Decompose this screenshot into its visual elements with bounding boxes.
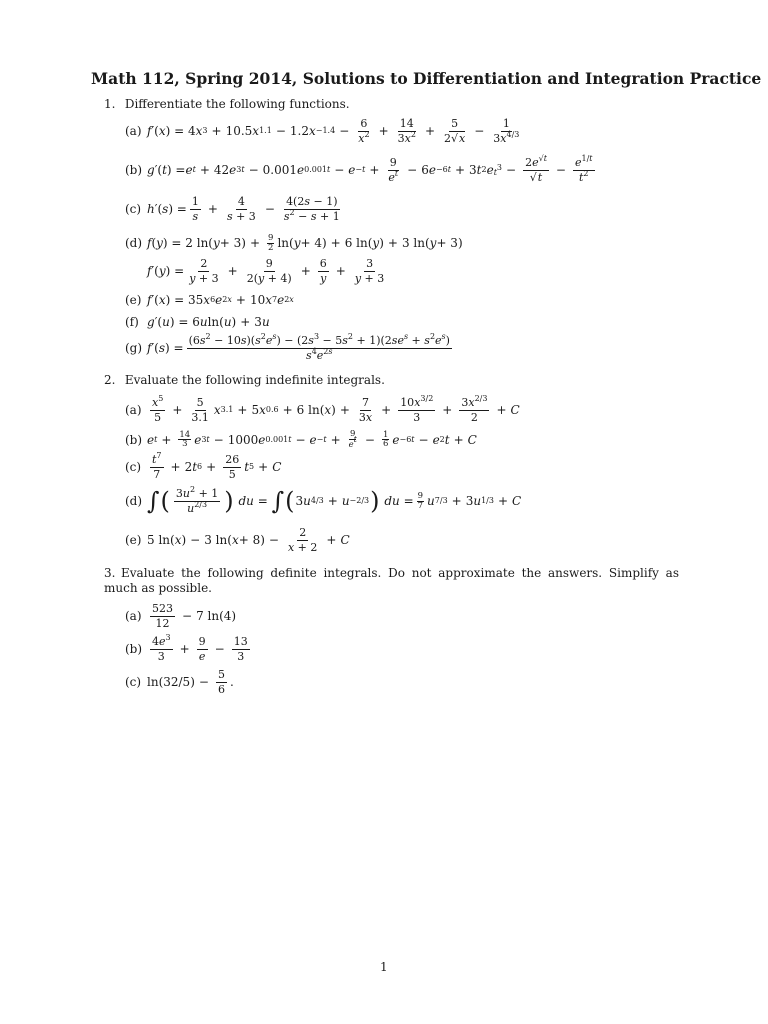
answer-1c [125,196,345,222]
answer-3a [125,603,236,629]
label-1b: (b) [125,163,143,178]
formula-2e: 5 ln( x ) − 3 ln( x + 8) − $\frac{2}{x + 2}$ + C [147,526,350,554]
answer-2e [125,527,350,553]
label-2b: (b) [125,432,143,447]
label-1g: (g) [125,341,143,356]
label-2c: (c) [125,460,142,475]
question-3-text: Evaluate the following definite integrals. Do not approximate the answers. Simplify as much as possible. [104,566,679,595]
answer-1d [125,234,463,253]
answer-2c [125,451,282,481]
label-2a: (a) [125,403,142,418]
label-1a: (a) [125,124,142,139]
answer-3c [125,669,234,695]
question-2-text: Evaluate the following indefinite integrals. [124,373,385,387]
label-2d: (d) [125,494,143,509]
formula-3c: ln(32/5) − $\frac{5}{6}$ . [147,668,234,696]
formula-2d: ∫ ( $\frac{3u^2 + 1}{u^{2/3}}$ ) du = ∫ ( 3 u 4/3 + u −2/3 ) du = $\frac{9}{7}$ u 7/3 + 3 u 1/3 + C [147,485,522,516]
label-1c: (c) [125,202,142,217]
formula-1c: h ′( s ) = $\frac{1}{s}$ + $\frac{4}{s + 3}$ − $\frac{4(2s - 1)}{s^2 - s + 1}$ [147,195,340,223]
formula-1b: g ′( t ) = e t + 42 e 3t − 0.001 e 0.001t − e −t + $\frac{9}{e^t}$ − 6 e −6t + 3 t 2 e $t^3$ − $\frac{2e^{√t}}{√t}$ − $\frac{e^{1/t}}{t^2}$ [147,154,593,184]
formula-1d-line1: f ( y ) = 2 ln( y + 3) + $\frac{9}{2}$ ln( y + 4) + 6 ln( y ) + 3 ln( y + 3) [147,233,463,253]
label-1e: (e) [125,293,142,307]
answer-3b [125,633,253,663]
question-1 [104,97,350,111]
answer-2b [125,430,477,450]
formula-3b: $\frac{4e^3}{3}$ + $\frac{9}{e}$ − $\frac{13}{3}$ [152,633,248,663]
question-1-text: Differentiate the following functions. [124,97,350,111]
answer-2a [125,394,520,424]
formula-1d-line2: f ′( y ) = $\frac{2}{y + 3}$ + $\frac{9}{2(y + 4)}$ + $\frac{6}{y}$ + $\frac{3}{y + 3}$ [147,257,385,285]
label-1d: (d) [125,236,143,251]
answer-1a [125,118,524,144]
page-title: Math 112, Spring 2014, Solutions to Differentiation and Integration Practice [91,69,762,88]
formula-1f: g ′( u ) = 6 u ln( u ) + 3 u [147,315,270,329]
label-1f: (f) [125,315,139,329]
label-3a: (a) [125,609,142,624]
formula-3a: $\frac{523}{12}$ − 7 ln(4) [152,602,237,630]
formula-1e: f ′( x ) = 35 x 6 e 2x + 10 x 7 e 2x [147,293,294,307]
formula-2c: $\frac{t^7}{7}$ + 2 t 6 + $\frac{26}{5}$ t 5 + C [152,451,282,481]
formula-2b: e t + $\frac{14}{3}$ e 3t − 1000 e 0.001t − e −t + $\frac{9}{e^t}$ − $\frac{1}{6}$ e −6t − e 2 t + C [147,429,477,450]
label-3c: (c) [125,675,142,690]
answer-2d [125,485,522,516]
answer-1d-derivative [147,258,389,284]
formula-1g: f ′( s ) = $\frac{(6s^2 - 10s)(s^2e^s) - (2s^3 - 5s^2 + 1)(2se^s + s^2e^s)}{s^4e^{2s}}$ [147,332,450,362]
answer-1g [125,332,455,362]
question-1-number: 1. [104,97,116,111]
question-2 [104,373,385,387]
page-number: 1 [380,960,388,974]
answer-1f [125,315,270,329]
question-3-number: 3. [104,566,116,580]
formula-1a: f ′( x ) = 4 x 3 + 10.5 x 1.1 − 1.2 x −1.4 − $\frac{6}{x^2}$ + $\frac{14}{3x^2}$ + $\frac{5}{2√x}$ − $\frac{1}{3x^{4/3}}$ [147,117,520,145]
question-3 [104,566,679,596]
answer-1e [125,293,294,307]
label-2e: (e) [125,533,142,548]
question-2-number: 2. [104,373,116,387]
formula-2a: $\frac{x^5}{5}$ + $\frac{5}{3.1}$ x 3.1 + 5 x 0.6 + 6 ln( x ) + $\frac{7}{3x}$ + $\frac{10x^{3/2}}{3}$ + $\frac{3x^{2/3}}{2}$ + C [152,394,520,424]
label-3b: (b) [125,642,143,657]
answer-1b [125,154,598,184]
